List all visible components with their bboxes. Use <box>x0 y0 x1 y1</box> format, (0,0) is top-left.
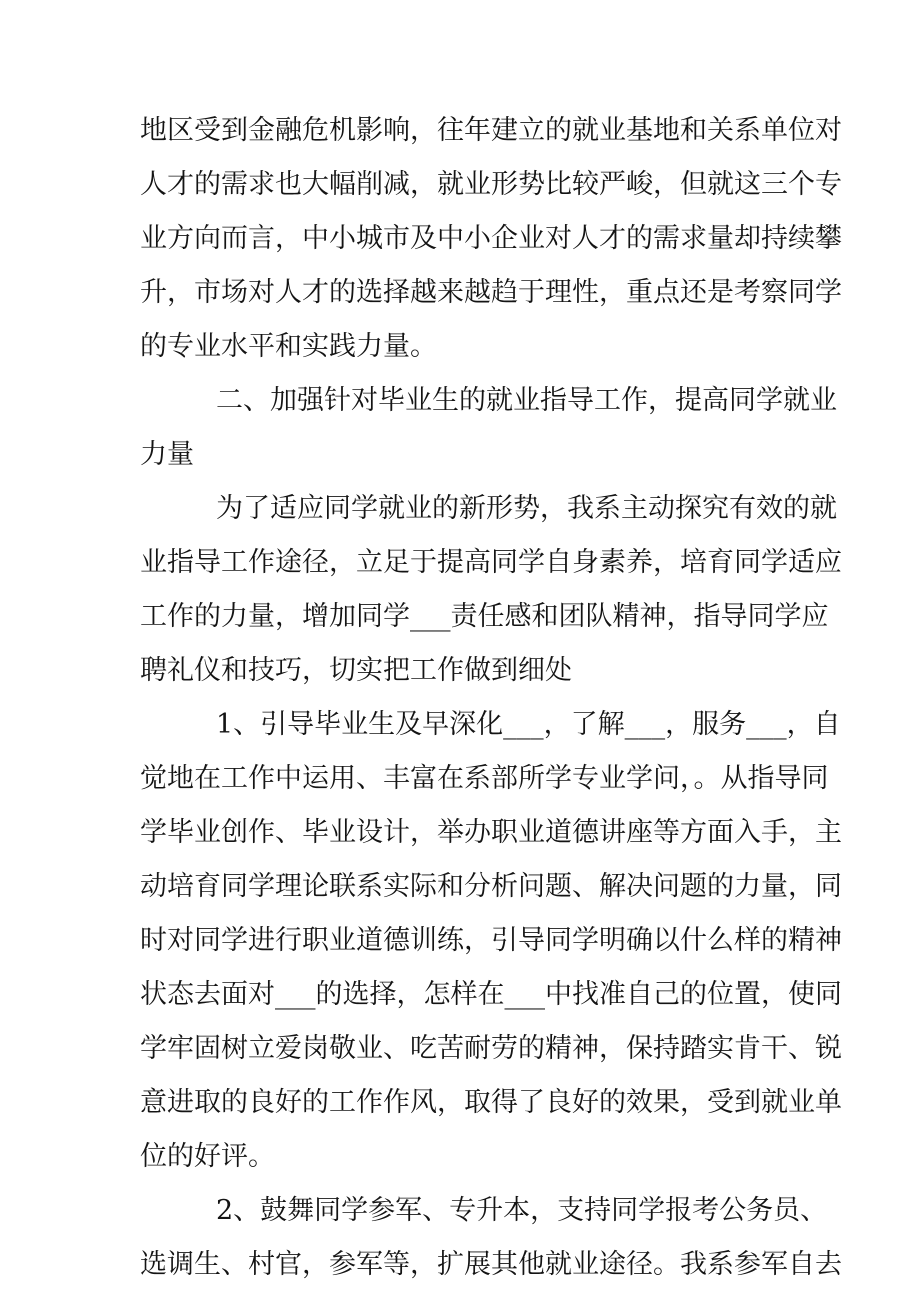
paragraph-3-line-2: 业指导工作途径，立足于提高同学自身素养，培育同学适应 <box>140 547 842 578</box>
paragraph-1-line-3: 业方向而言，中小城市及中小企业对人才的需求量却持续攀 <box>140 223 842 254</box>
paragraph-1-line-2: 人才的需求也大幅削减，就业形势比较严峻，但就这三个专 <box>140 169 842 200</box>
paragraph-1-line-5: 的专业水平和实践力量。 <box>140 331 437 362</box>
paragraph-1-line-1: 地区受到金融危机影响，往年建立的就业基地和关系单位对 <box>140 115 842 146</box>
paragraph-4-line-6: 状态去面对___的选择，怎样在___中找准自己的位置，使同 <box>140 979 842 1010</box>
section-heading-line-1: 二、加强针对毕业生的就业指导工作，提高同学就业 <box>216 385 837 416</box>
paragraph-4-line-7: 学牢固树立爱岗敬业、吃苦耐劳的精神，保持踏实肯干、锐 <box>140 1033 842 1064</box>
paragraph-4-line-4: 动培育同学理论联系实际和分析问题、解决问题的力量，同 <box>140 871 842 902</box>
paragraph-1-line-4: 升，市场对人才的选择越来越趋于理性，重点还是考察同学 <box>140 277 842 308</box>
paragraph-4-line-5: 时对同学进行职业道德训练，引导同学明确以什么样的精神 <box>140 925 842 956</box>
paragraph-3-line-1: 为了适应同学就业的新形势，我系主动探究有效的就 <box>216 493 837 524</box>
paragraph-4-line-1: 1、引导毕业生及早深化___，了解___，服务___，自 <box>216 709 841 740</box>
paragraph-5-line-2: 选调生、村官，参军等，扩展其他就业途径。我系参军自去 <box>140 1249 842 1280</box>
paragraph-4-line-3: 学毕业创作、毕业设计，举办职业道德讲座等方面入手，主 <box>140 817 842 848</box>
paragraph-4-line-8: 意进取的良好的工作作风，取得了良好的效果，受到就业单 <box>140 1087 842 1118</box>
paragraph-3-line-4: 聘礼仪和技巧，切实把工作做到细处 <box>140 655 572 686</box>
section-heading-line-2: 力量 <box>140 439 194 470</box>
paragraph-5-line-1: 2、鼓舞同学参军、专升本，支持同学报考公务员、 <box>216 1195 828 1226</box>
paragraph-4-line-2: 觉地在工作中运用、丰富在系部所学专业学问，。从指导同 <box>140 763 829 794</box>
paragraph-4-line-9: 位的好评。 <box>140 1141 275 1172</box>
paragraph-3-line-3: 工作的力量，增加同学___责任感和团队精神，指导同学应 <box>140 601 829 632</box>
